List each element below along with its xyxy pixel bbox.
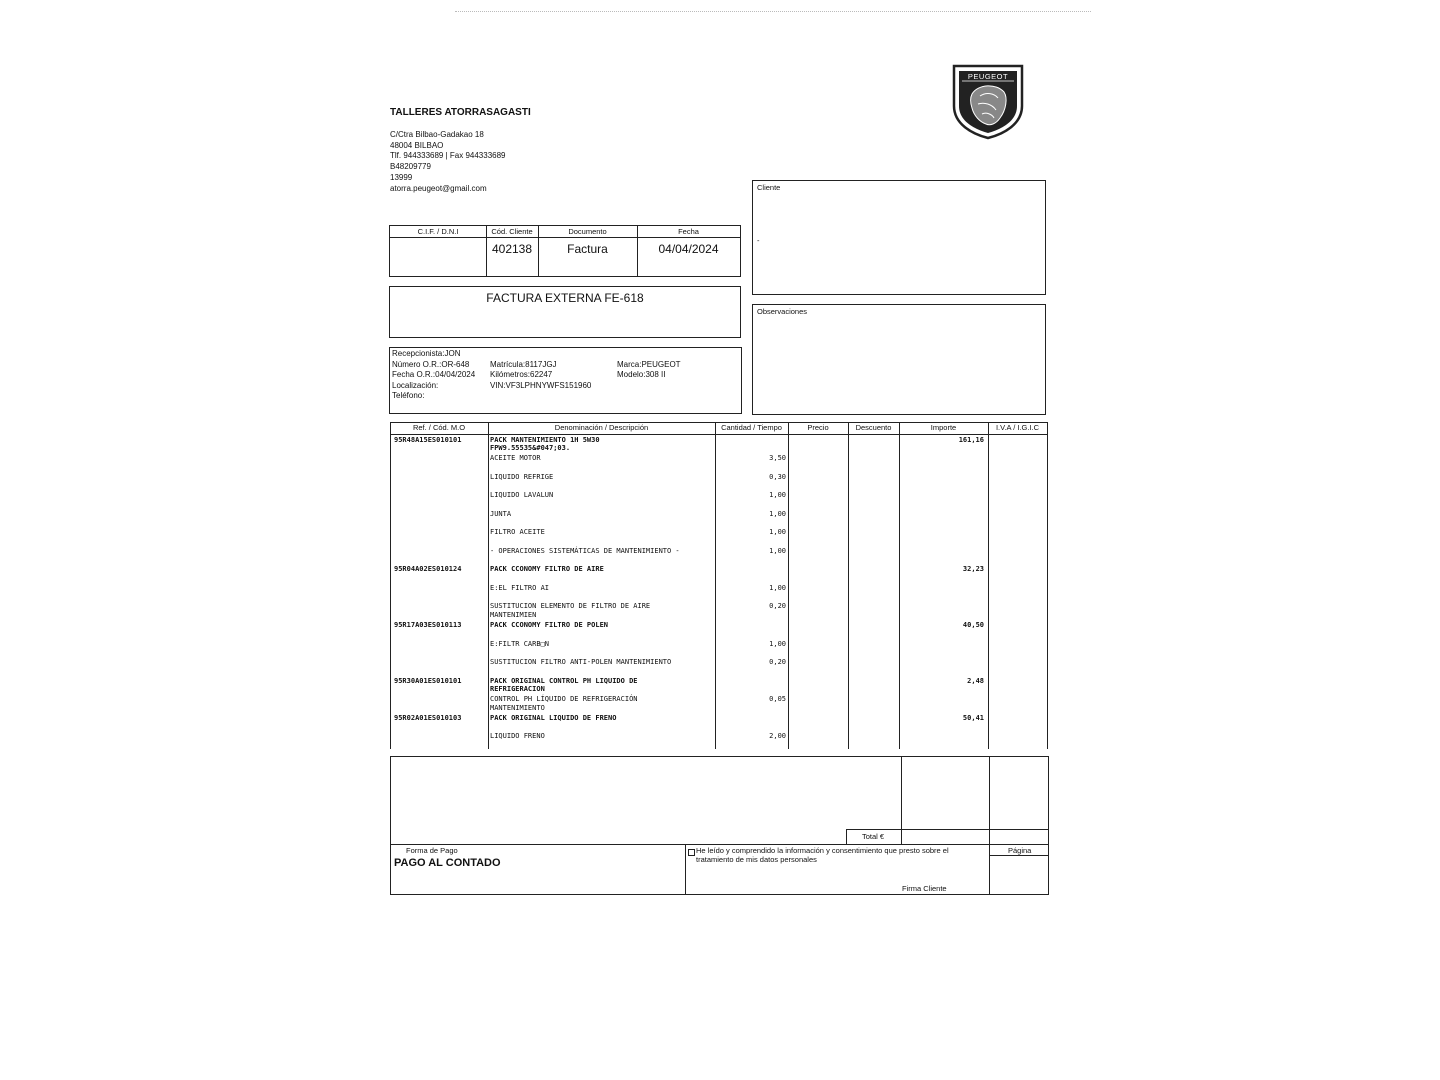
col-iva: I.V.A / I.G.I.C <box>995 423 1040 432</box>
item-ref: 95R30A01ES010101 <box>394 677 462 685</box>
item-desc: E:FILTR CARB□N <box>490 640 550 648</box>
vin: VIN:VF3LPHNYWFS151960 <box>490 380 592 390</box>
consent-text: He leído y comprendido la información y consentimiento que presto sobre el <box>696 846 949 855</box>
address-line: atorra.peugeot@gmail.com <box>390 183 487 193</box>
address-line: B48209779 <box>390 162 431 172</box>
item-desc: REFRIGERACION <box>490 685 545 693</box>
telefono: Teléfono: <box>392 391 425 400</box>
invoice-title: FACTURA EXTERNA FE-618 <box>486 291 644 305</box>
col-discount: Descuento <box>855 423 892 432</box>
item-desc: LIQUIDO FRENO <box>490 732 545 740</box>
item-desc: LIQUIDO LAVALUN <box>490 491 554 499</box>
item-qty: 1,00 <box>769 491 786 499</box>
logo-text: PEUGEOT <box>967 72 1009 81</box>
item-desc: SUSTITUCION FILTRO ANTI-POLEN MANTENIMIENTO <box>490 658 672 666</box>
document-label: Documento <box>568 227 607 236</box>
item-desc: FILTRO ACEITE <box>490 528 545 536</box>
item-qty: 1,00 <box>769 584 786 592</box>
item-desc: PACK ORIGINAL LIQUIDO DE FRENO <box>490 714 617 722</box>
item-importe: 40,50 <box>962 621 984 629</box>
item-desc: MANTENIMIENTO <box>490 704 545 712</box>
item-qty: 3,50 <box>769 454 786 462</box>
peugeot-logo <box>950 62 1026 140</box>
item-qty: 0,05 <box>769 695 786 703</box>
page-label: Página <box>1008 846 1032 855</box>
item-qty: 2,00 <box>769 732 786 740</box>
item-qty: 1,00 <box>769 547 786 555</box>
col-quantity: Cantidad / Tiempo <box>721 423 782 432</box>
header-table <box>389 225 741 277</box>
item-ref: 95R17A03ES010113 <box>394 621 462 629</box>
item-importe: 50,41 <box>962 714 984 722</box>
consent-text-2: tratamiento de mis datos personales <box>696 855 817 864</box>
client-label: Cliente <box>757 183 781 192</box>
item-importe: 161,16 <box>958 436 984 444</box>
localizacion: Localización: <box>392 380 439 390</box>
observations-label: Observaciones <box>757 307 808 316</box>
payment-value: PAGO AL CONTADO <box>394 857 501 869</box>
total-label: Total € <box>862 832 885 841</box>
item-desc: SUSTITUCION ELEMENTO DE FILTRO DE AIRE <box>490 602 651 610</box>
modelo: Modelo:308 II <box>617 370 666 379</box>
top-dotted-line <box>455 11 1091 12</box>
numero-or: Número O.R.:OR-648 <box>392 359 470 369</box>
observations-box <box>752 304 1046 415</box>
cif-label: C.I.F. / D.N.I <box>417 227 459 236</box>
item-qty: 1,00 <box>769 640 786 648</box>
item-desc: PACK ORIGINAL CONTROL PH LIQUIDO DE <box>490 677 638 685</box>
item-desc: FPW9.55535&#047;03. <box>490 444 571 452</box>
item-qty: 0,30 <box>769 473 786 481</box>
items-table <box>390 422 1048 749</box>
col-importe: Importe <box>930 423 957 432</box>
marca: Marca:PEUGEOT <box>617 359 681 369</box>
item-desc: JUNTA <box>490 510 512 518</box>
item-desc: PACK CCONOMY FILTRO DE POLEN <box>490 621 609 629</box>
item-qty: 0,20 <box>769 602 786 610</box>
col-ref: Ref. / Cód. M.O <box>412 423 466 432</box>
item-desc: PACK CCONOMY FILTRO DE AIRE <box>490 565 604 573</box>
item-desc: E:EL FILTRO AI <box>490 584 550 592</box>
item-qty: 1,00 <box>769 528 786 536</box>
item-ref: 95R48A15ES010101 <box>394 436 462 444</box>
item-importe: 32,23 <box>962 565 984 573</box>
address-line: Tlf. 944333689 | Fax 944333689 <box>390 151 506 161</box>
kilometros: Kilómetros:62247 <box>490 370 553 379</box>
item-desc: ACEITE MOTOR <box>490 454 541 462</box>
consent-checkbox[interactable] <box>688 849 695 856</box>
item-desc: MANTENIMIEN <box>490 611 537 619</box>
item-ref: 95R04A02ES010124 <box>394 565 462 573</box>
address-line: C/Ctra Bilbao-Gadakao 18 <box>390 130 484 139</box>
item-desc: PACK MANTENIMIENTO 1H 5W30 <box>490 436 600 444</box>
address-line: 48004 BILBAO <box>390 140 444 150</box>
recepcionista: Recepcionista:JON <box>392 349 461 358</box>
item-ref: 95R02A01ES010103 <box>394 714 462 722</box>
client-box <box>752 180 1046 295</box>
invoice-title-box <box>389 286 741 338</box>
company-address <box>390 130 506 194</box>
fecha-or: Fecha O.R.:04/04/2024 <box>392 370 476 379</box>
item-desc: - OPERACIONES SISTEMÁTICAS DE MANTENIMIENTO - <box>490 547 680 555</box>
item-desc: LIQUIDO REFRIGE <box>490 473 554 481</box>
signature-label: Firma Cliente <box>902 884 947 893</box>
company-name: TALLERES ATORRASAGASTI <box>390 107 531 118</box>
client-code-label: Cód. Cliente <box>491 227 533 236</box>
document-value: Factura <box>567 242 608 256</box>
address-line: 13999 <box>390 172 413 182</box>
matricula: Matrícula:8117JGJ <box>490 359 557 369</box>
client-value: - <box>757 236 760 245</box>
item-qty: 0,20 <box>769 658 786 666</box>
date-value: 04/04/2024 <box>658 242 719 256</box>
item-qty: 1,00 <box>769 510 786 518</box>
col-price: Precio <box>807 423 829 432</box>
client-code-value: 402138 <box>491 242 533 256</box>
col-description: Denominación / Descripción <box>554 423 649 432</box>
totals-box <box>390 756 1049 895</box>
item-desc: CONTROL PH LÍQUIDO DE REFRIGERACIÓN <box>490 695 638 703</box>
vehicle-info-box <box>389 347 742 414</box>
payment-label: Forma de Pago <box>406 846 458 855</box>
item-importe: 2,48 <box>967 677 984 685</box>
date-label: Fecha <box>678 227 699 236</box>
